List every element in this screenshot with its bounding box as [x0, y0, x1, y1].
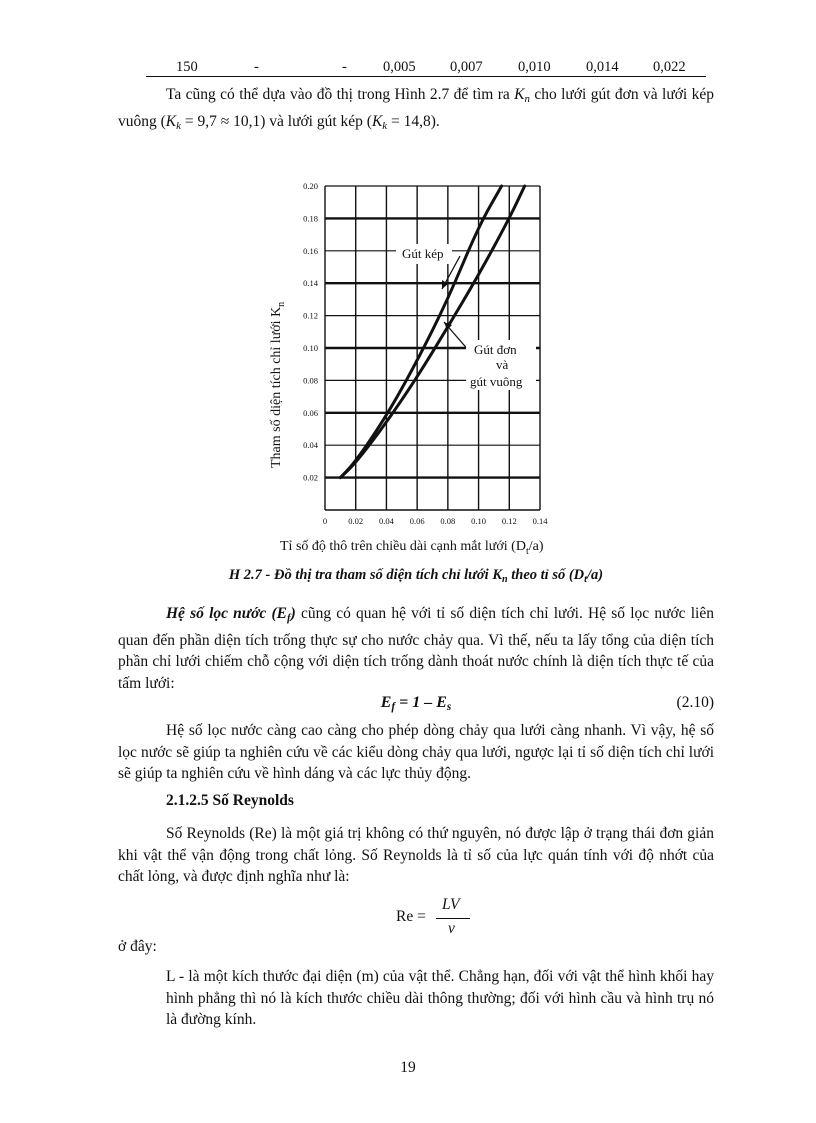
- table-last-row: [146, 56, 706, 77]
- y-tick-label: 0.06: [303, 407, 318, 418]
- chart-series: [340, 186, 524, 478]
- x-tick-label: 0.04: [378, 516, 394, 526]
- table-cell: -: [342, 59, 347, 75]
- y-tick-label: 0.20: [303, 181, 318, 191]
- x-tick-label: 0.14: [532, 516, 548, 526]
- y-tick-label: 0.10: [303, 343, 318, 353]
- table-cell: 0,010: [518, 59, 551, 75]
- fraction-bar: [436, 918, 470, 919]
- annotation-va: và: [496, 357, 509, 372]
- arrow-head-icon: [442, 280, 448, 289]
- reynolds-paragraph: Số Reynolds (Re) là một giá trị không có thứ nguyên, nó được lập ở trạng thái đơn giản khi vật thể vận động trong chất lỏng. Số Reynolds là tỉ số của lực quán tính với độ nhớt của chất lỏng, và được định nghĩa như là:: [118, 825, 714, 885]
- formula-lhs: Re =: [396, 908, 426, 925]
- annotation-gut-kep: Gút kép: [402, 246, 444, 261]
- table-cell: 0,022: [653, 59, 686, 75]
- y-tick-label: 0.16: [303, 245, 318, 256]
- l-definition: L - là một kích thước đại diện (m) của vật thể. Chẳng hạn, đối với vật thể hình khối hay hình phẳng thì nó là kích thước chiều dài thông thường; đối với hình cầu và hình trụ nó là đường kính.: [166, 968, 714, 1028]
- y-tick-label: 0.08: [303, 375, 318, 386]
- table-cell: -: [254, 59, 259, 75]
- intro-paragraph: Ta cũng có thể dựa vào đồ thị trong Hình 2.7 để tìm ra $K_n$ cho lưới gút đơn và lưới kép vuông $(K_k = 9,7 \approx 10,1)$ và lưới gút kép $(K_k = 14,8)$.: [118, 86, 714, 132]
- y-tick-label: 0.14: [303, 278, 318, 289]
- table-cell: 0,005: [383, 59, 416, 75]
- page-number: 19: [400, 1059, 416, 1076]
- y-tick-label: 0.12: [303, 310, 318, 321]
- table-cell: 0,014: [586, 59, 619, 75]
- series-line-0: [340, 186, 501, 478]
- x-tick-label: 0.06: [409, 516, 425, 526]
- table-cell: 0,007: [450, 59, 483, 75]
- equation-number: (2.10): [676, 694, 714, 711]
- formula-numerator: LV: [442, 896, 460, 913]
- table-cell: 150: [176, 59, 198, 75]
- section-heading: 2.1.2.5 Số Reynolds: [166, 792, 294, 809]
- equation-2-10: $E_f = 1 - E_s$: [380, 694, 452, 713]
- figure-caption: H 2.7 - Đồ thị tra tham số diện tích chỉ lưới $K_n$ theo tỉ số $(D_t/a)$: [228, 567, 604, 585]
- y-tick-label: 0.18: [303, 213, 318, 224]
- x-tick-label: 0.10: [471, 516, 487, 526]
- x-tick-label: 0.12: [501, 516, 517, 526]
- y-tick-label: 0.04: [303, 440, 318, 451]
- x-tick-label: 0: [322, 516, 328, 526]
- x-tick-label: 0.08: [440, 516, 456, 526]
- reynolds-formula: [396, 896, 476, 940]
- x-axis-label: Tỉ số độ thô trên chiều dài cạnh mắt lưới $(D_t/a)$: [280, 539, 544, 557]
- annotation-gut-don: Gút đơn: [474, 342, 517, 357]
- where-label: ở đây:: [118, 938, 157, 955]
- chart-svg: [230, 172, 590, 560]
- filter-paragraph-2: Hệ số lọc nước càng cao càng cho phép dòng chảy qua lưới càng nhanh. Vì vậy, hệ số lọc nước sẽ giúp ta nghiên cứu về các kiểu dòng chảy qua lưới, ngược lại tỉ số diện tích chỉ lưới sẽ giúp ta nghiên cứu về hình dáng và các lực thủy động.: [118, 722, 714, 782]
- annotation-gut-vuong: gút vuông: [470, 374, 523, 389]
- y-axis-label: Tham số diện tích chỉ lưới $K_n$: [269, 301, 287, 468]
- y-tick-label: 0.02: [303, 472, 318, 483]
- formula-denominator: ν: [448, 920, 455, 937]
- term-he-so-loc: Hệ số lọc nước $(E_f)$: [166, 605, 296, 624]
- kn-chart: [230, 172, 590, 560]
- x-tick-label: 0.02: [348, 516, 364, 526]
- filter-paragraph: Hệ số lọc nước $(E_f)$ cũng có quan hệ với tỉ số diện tích chỉ lưới. Hệ số lọc nước liên quan đến phần diện tích trống thực sự cho nước chảy qua. Vì thế, nếu ta lấy tổng của diện tích phần chỉ lưới chiếm chỗ cộng với diện tích trống dành thoát nước chính là diện tích thực tế của tấm lưới:: [118, 605, 714, 692]
